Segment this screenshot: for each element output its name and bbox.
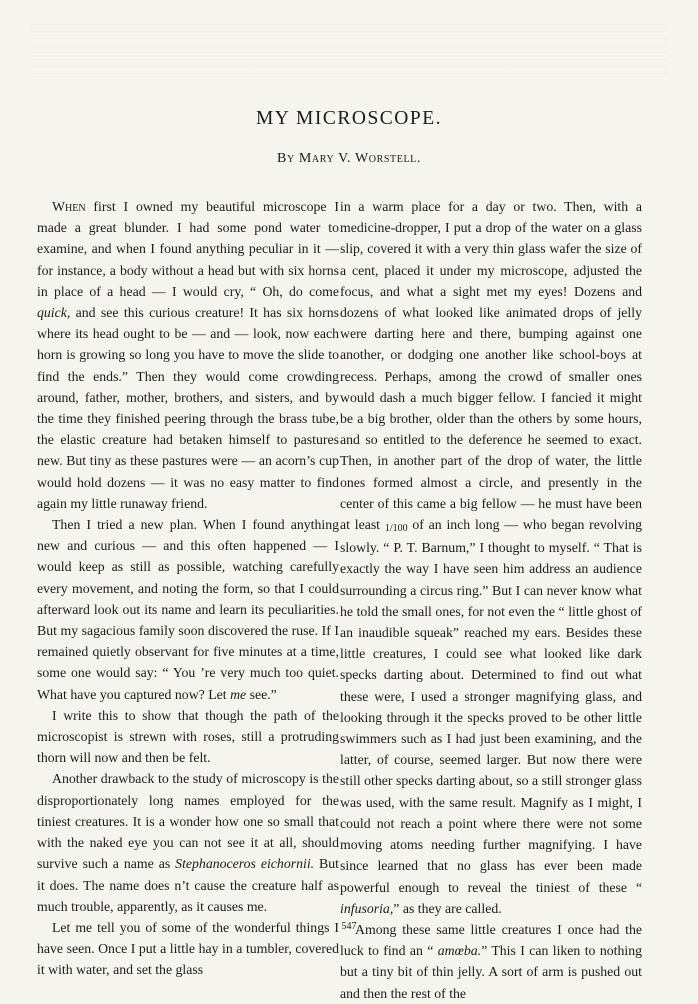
- paragraph: [37, 514, 339, 705]
- paragraph: [37, 196, 339, 514]
- author-name: Mary V. Worstell.: [298, 151, 421, 166]
- paragraph-text: Among these same little creatures I once had the luck to find an “: [340, 921, 642, 959]
- show-through-text: [30, 18, 668, 78]
- paragraph-text: ” This I can liken to nothing but a tiny bit of thin jelly. A sort of arm is pushed out and then the rest of the: [340, 943, 642, 1001]
- paragraph-text: But it does. The name does n’t cause the creature half as much trouble, apparently, as it causes me.: [37, 856, 339, 914]
- paragraph-text: Another drawback to the study of microscopy is the disproportionately long names employed for the tiniest creatures. It is a wonder how one so small that with the naked eye you can not see it at all, should survive such a name as: [37, 771, 339, 872]
- emphasis: quick,: [37, 305, 71, 321]
- left-column: [37, 196, 339, 981]
- fraction: 1/100: [384, 523, 408, 535]
- emphasis: infusoria,: [340, 900, 394, 916]
- lead-word: When: [52, 199, 86, 214]
- paragraph-text: of an inch long — who began revolving slowly. “ P. T. Barnum,” I thought to myself. “ That is exactly the way I have seen him address an audience surrounding a circus ring.” But I can never know what he told the small ones, for not even the “ little ghost of an inaudible squeak” reached my ears. Besides these little creatures, I could see what looked like dark specks darting about. Determined to find out what these were, I used a stronger magnifying glass, and looking through it the specks proved to be other little swimmers such as I had just been examining, and the latter, of course, seemed larger. But now there were still other specks darting about, so a still stronger glass was used, with the same result. Magnify as I might, I could not reach a point where there were not some moving atoms needing further magnifying. I have since learned that no glass has ever been made powerful enough to reveal the tiniest of these “: [340, 517, 642, 895]
- paragraph: Let me tell you of some of the wonderful things I have seen. Once I put a little hay in a tumbler, covered it with water, and set the glass: [37, 919, 339, 978]
- paragraph-text: see.”: [246, 686, 277, 702]
- emphasis: Stephanoceros eichornii.: [175, 856, 315, 872]
- paragraph-text: first I owned my beautiful microscope I made a great blunder. I had some pond water to examine, and when I found anything peculiar in it — for instance, a body without a head but with six horns in place of a head — I would cry, “ Oh, do come: [37, 199, 339, 299]
- paragraph-text: in a warm place for a day or two. Then, with a medicine-dropper, I put a drop of the water on a glass slip, covered it with a very thin glass wafer the size of a cent, placed it under my microscope, adjusted the focus, and what a sight met my eyes! Dozens and dozens of what looked like animated drops of jelly were darting here and there, bumping against one another, or dodging one another like school-boys at recess. Perhaps, among the crowd of smaller ones would dash a much bigger fellow. I fancied it might be a big brother, older than the others by some hours, and so entitled to the deference he seemed to exact. Then, in another part of the drop of water, the little ones formed almost a circle, and presently in the center of this came a big fellow — he must have been at least: [340, 199, 642, 533]
- paragraph: [37, 768, 339, 916]
- article-title: MY MICROSCOPE.: [255, 108, 443, 129]
- page-number: 547: [341, 921, 357, 932]
- byline-prefix: By: [277, 151, 295, 166]
- paragraph: I write this to show that though the path of the microscopist is strewn with roses, still a protruding thorn will now and then be felt.: [37, 707, 339, 766]
- right-column: [340, 196, 642, 1004]
- paragraph: [340, 196, 642, 919]
- paragraph-text: Then I tried a new plan. When I found anything new and curious — and this often happened — I would keep as still as possible, watching carefully every movement, and noting the form, so that I could afterward look out its name and learn its peculiarities. But my sagacious family soon discovered the ruse. If I remained quietly observant for five minutes at a time, some one would say: “ You ’re very much too quiet. What have you captured now? Let: [37, 517, 339, 702]
- paragraph-text: and see this curious creature! It has six horns where its head ought to be — and — look, now each horn is growing so long you have to move the slide to find the ends.” Then they would come crowding around, father, mother, brothers, and sisters, and by the time they finished peering through the brass tube, the elastic creature had betaken himself to pastures new. But tiny as these pastures were — an acorn’s cup would hold dozens — it was no easy matter to find again my little runaway friend.: [37, 305, 339, 511]
- byline: [0, 151, 698, 167]
- paragraph-text: ” as they are called.: [393, 900, 502, 916]
- emphasis: amœba.: [437, 943, 482, 959]
- emphasis: me: [230, 686, 247, 702]
